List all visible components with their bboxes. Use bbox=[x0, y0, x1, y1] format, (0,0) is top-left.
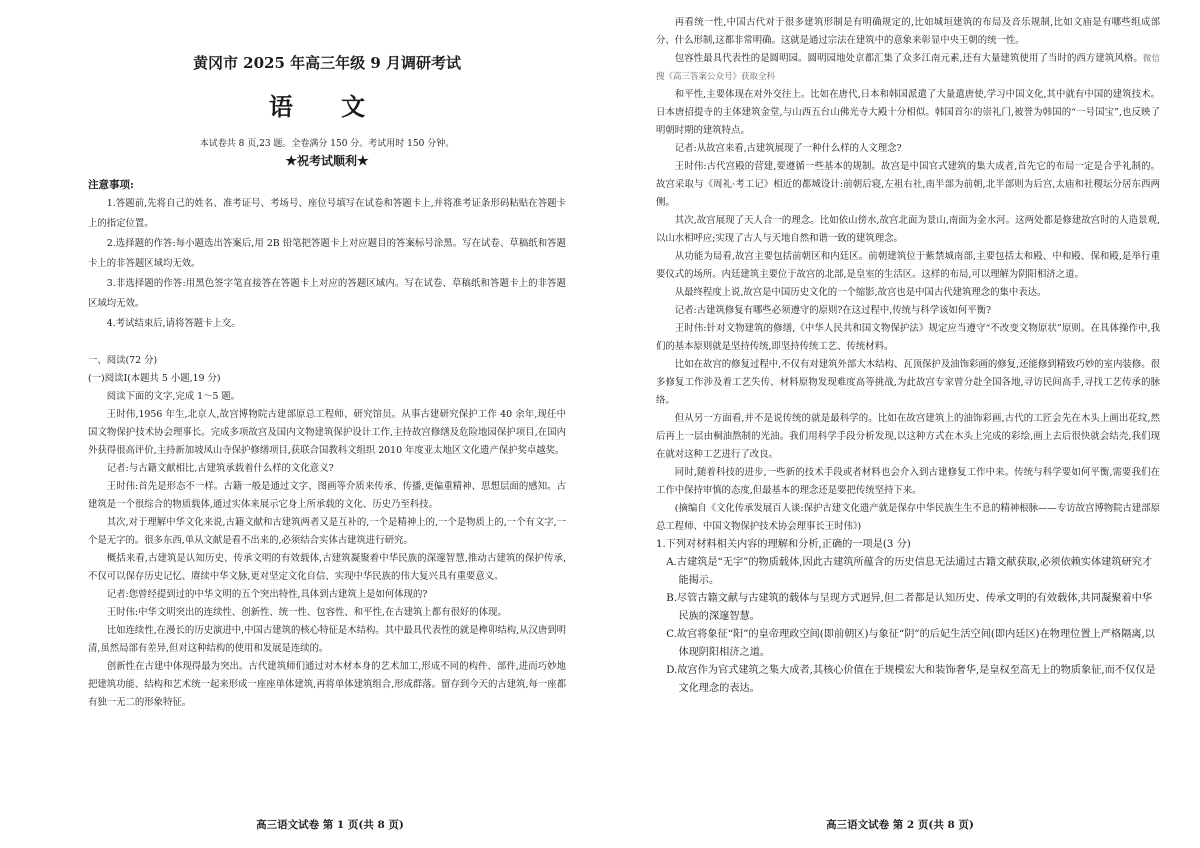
passage-paragraph: 王时伟:针对文物建筑的修缮,《中华人民共和国文物保护法》规定应当遵守“不改变文物原状”原则。在具体操作中,我们的基本原则就是坚持传统,即坚持传统工艺、传统材料。 bbox=[656, 323, 1160, 352]
reading-section bbox=[88, 352, 566, 712]
note-item: 2.选择题的作答:每小题选出答案后,用 2B 铅笔把答题卡上对应题目的答案标号涂黑。写在试卷、草稿纸和答题卡上的非答题区域均无效。 bbox=[88, 238, 566, 269]
subsection-heading: (一)阅读Ⅰ(本题共 5 小题,19 分) bbox=[88, 373, 221, 384]
option-b: B.尽管古籍文献与古建筑的载体与呈现方式迥异,但二者都是认知历史、传承文明的有效载体,共同凝聚着中华民族的深邃智慧。 bbox=[666, 593, 1153, 622]
passage-paragraph: 王时伟:首先是形态不一样。古籍一般是通过文字、图画等介质来传承、传播,更偏重精神、思想层面的感知。古建筑是一个很综合的物质载体,通过实体来展示它身上所承载的文化、历史乃至科技。 bbox=[88, 481, 566, 510]
passage-paragraph: 比如连续性,在漫长的历史演进中,中国古建筑的核心特征是木结构。其中最具代表性的就是榫卯结构,从汉唐到明清,虽然局部有差异,但对这种结构的使用和发展是连续的。 bbox=[88, 625, 566, 654]
passage-paragraph: 王时伟,1956 年生,北京人,故宫博物院古建部原总工程师、研究馆员。从事古建研究保护工作 40 余年,现任中国文物保护技术协会理事长。完成多项故宫及国内文物建筑保护设计工作,主持故宫修缮及危险地园保护项目,在国内外获得很高评价,主持新加坡凤山寺保护修缮项目,获联合国教科文组织 2010 年度亚太地区文化遗产保护奖卓越奖。 bbox=[88, 409, 566, 456]
passage-paragraph: 和平性,主要体现在对外交往上。比如在唐代,日本和韩国派遣了大量遣唐使,学习中国文化,其中就有中国的建筑技术。日本唐招提寺的主体建筑金堂,与山西五台山佛光寺大殿十分相似。韩国首尔的崇礼门,被誉为韩国的“一号国宝”,也反映了明朝时期的建筑特点。 bbox=[656, 89, 1160, 136]
passage-paragraph: 概括来看,古建筑是认知历史、传承文明的有效载体,古建筑凝聚着中华民族的深邃智慧,推动古建筑的保护传承,不仅可以保存历史记忆、赓续中华文脉,更对坚定文化自信、实现中华民族的伟大复兴具有重要意义。 bbox=[88, 553, 566, 582]
source-citation: (摘编自《文化传承发展百人谈:保护古建文化遗产就是保存中华民族生生不息的精神根脉——专访故宫博物院古建部原总工程师、中国文物保护技术协会理事长王时伟》) bbox=[656, 503, 1160, 532]
passage-paragraph: 从功能为局看,故宫主要包括前朝区和内廷区。前朝建筑位于紫禁城南部,主要包括太和殿、中和殿、保和殿,是举行重要仪式的场所。内廷建筑主要位于故宫的北部,是皇室的生活区。这样的布局,可以理解为阴阳相济之道。 bbox=[656, 251, 1160, 280]
star-icon: ★ bbox=[357, 154, 369, 169]
passage-paragraph: 从最终程度上说,故宫是中国历史文化的一个缩影,故宫也是中国古代建筑理念的集中表达。 bbox=[674, 287, 1047, 298]
notes-block bbox=[88, 177, 566, 334]
option-a: A.古建筑是“无字”的物质载体,因此古建筑所蕴含的历史信息无法通过古籍文献获取,必须依赖实体建筑研究才能揭示。 bbox=[666, 557, 1153, 586]
wish-text: 祝考试顺利 bbox=[296, 154, 357, 168]
exam-intro: 本试卷共 8 页,23 题。全卷满分 150 分。考试用时 150 分钟。 bbox=[199, 139, 455, 149]
passage-paragraph: 王时伟:古代宫殿的营建,要遵循一些基本的规制。故宫是中国官式建筑的集大成者,首先它的布局一定是合乎礼制的。故宫采取与《周礼·考工记》相近的都城设计:前朝后寝,左祖右社,南半部为前朝,北半部则为后宫,太庙和社稷坛分居东西两侧。 bbox=[656, 161, 1160, 208]
passage-paragraph: 比如在故宫的修复过程中,不仅有对建筑外部大木结构、瓦顶保护及油饰彩画的修复,还能修到精致巧妙的室内装修。很多修复工作涉及着工艺失传、材料原物发现难度高等挑战,为此故宫专家曾分赴全国各地,寻访民间高手,寻找工艺传承的脉络。 bbox=[656, 359, 1160, 406]
passage-paragraph: 记者:从故宫来看,古建筑展现了一种什么样的人文理念? bbox=[674, 143, 902, 154]
passage-paragraph: 记者:您曾经提到过的中华文明的五个突出特性,具体到古建筑上是如何体现的? bbox=[106, 589, 428, 600]
subject-title: 语 文 bbox=[268, 92, 386, 121]
option-d: D.故宫作为官式建筑之集大成者,其核心价值在于规模宏大和装饰奢华,是皇权至高无上的物质象征,而不仅仅是文化理念的表达。 bbox=[666, 665, 1156, 694]
passage-paragraph: 其次,故宫展现了天人合一的理念。比如依山傍水,故宫北面为景山,南面为金水河。这两处都是修建故宫时的人造景观,以山水相呼应;实现了古人与天地自然和谐一致的建筑理念。 bbox=[656, 215, 1160, 244]
passage-paragraph: 记者:与古籍文献相比,古建筑承载着什么样的文化意义? bbox=[106, 463, 334, 474]
notes-title: 注意事项: bbox=[88, 179, 134, 191]
passage-paragraph: 但从另一方面看,并不是说传统的就是最科学的。比如在故宫建筑上的油饰彩画,古代的工匠会先在木头上画出花纹,然后再上一层由桐油熬制的光油。我们用科学手段分析发现,以这种方式在木头上完成的彩绘,画上去后很快就会结壳,我们现在就对这种工艺进行了改良。 bbox=[656, 413, 1160, 460]
star-icon: ★ bbox=[285, 154, 297, 169]
watermark-text: 微信搜《高三答案公众号》获取全科 bbox=[656, 54, 1160, 82]
passage-paragraph: 王时伟:中华文明突出的连续性、创新性、统一性、包容性、和平性,在古建筑上都有很好的体现。 bbox=[106, 607, 507, 618]
note-item: 4.考试结束后,请将答题卡上交。 bbox=[106, 318, 241, 329]
wish-banner bbox=[88, 152, 566, 169]
page-footer: 高三语文试卷 第 2 页(共 8 页) bbox=[826, 819, 974, 831]
exam-title: 黄冈市 2025 年高三年级 9 月调研考试 bbox=[192, 54, 462, 72]
passage-paragraph bbox=[656, 50, 1160, 86]
passage-paragraph: 其次,对于理解中华文化来说,古籍文献和古建筑两者又是互补的,一个是精神上的,一个是物质上的,一个有文字,一个是无字的。很多东西,单从文献是看不出来的,必须结合实体古建筑进行研究。 bbox=[88, 517, 566, 546]
passage-paragraph: 同时,随着科技的进步,一些新的技术手段或者材料也会介入到古建修复工作中来。传统与科学要如何平衡,需要我们在工作中保持审慎的态度,但最基本的理念还是要把传统坚持下来。 bbox=[656, 467, 1160, 496]
option-c: C.故宫将象征“阳”的皇帝理政空间(即前朝区)与象征“阴”的后妃生活空间(即内廷区)在物理位置上严格隔离,以体现阴阳相济之道。 bbox=[666, 629, 1155, 658]
note-item: 3.非选择题的作答:用黑色签字笔直接答在答题卡上对应的答题区域内。写在试卷、草稿纸和答题卡上的非答题区域均无效。 bbox=[88, 278, 566, 309]
passage-paragraph: 创新性在古建中体现得最为突出。古代建筑师们通过对木材本身的艺术加工,形成不同的构件、部件,进而巧妙地把建筑功能、结构和艺术统一起来形成一座座单体建筑,再将单体建筑组合,形成群落。留存到今天的古建筑,每一座都有独一无二的形象特征。 bbox=[88, 661, 566, 708]
paragraph-text: 包容性最具代表性的是圆明园。圆明园地处京都汇集了众多江南元素,还有大量建筑使用了当时的西方建筑风格。 bbox=[674, 53, 1143, 64]
instruction: 阅读下面的文字,完成 1～5 题。 bbox=[106, 391, 241, 402]
page-footer: 高三语文试卷 第 1 页(共 8 页) bbox=[256, 819, 404, 831]
passage-paragraph: 再看统一性,中国古代对于很多建筑形制是有明确规定的,比如城垣建筑的布局及音乐规制,比如文庙是有哪些组成部分、什么形制,这都非常明确。这就是通过宗法在建筑中的意象来彰显中央王朝的统一性。 bbox=[656, 17, 1160, 46]
section-heading: 一、阅读(72 分) bbox=[88, 355, 158, 366]
page-two bbox=[600, 0, 1200, 848]
question-1: 1.下列对材料相关内容的理解和分析,正确的一项是(3 分) bbox=[656, 539, 911, 550]
passage-paragraph: 记者:古建筑修复有哪些必须遵守的原则?在这过程中,传统与科学该如何平衡? bbox=[674, 305, 991, 316]
note-item: 1.答题前,先将自己的姓名、准考证号、考场号、座位号填写在试卷和答题卡上,并将准考证条形码粘贴在答题卡上的指定位置。 bbox=[88, 198, 566, 229]
